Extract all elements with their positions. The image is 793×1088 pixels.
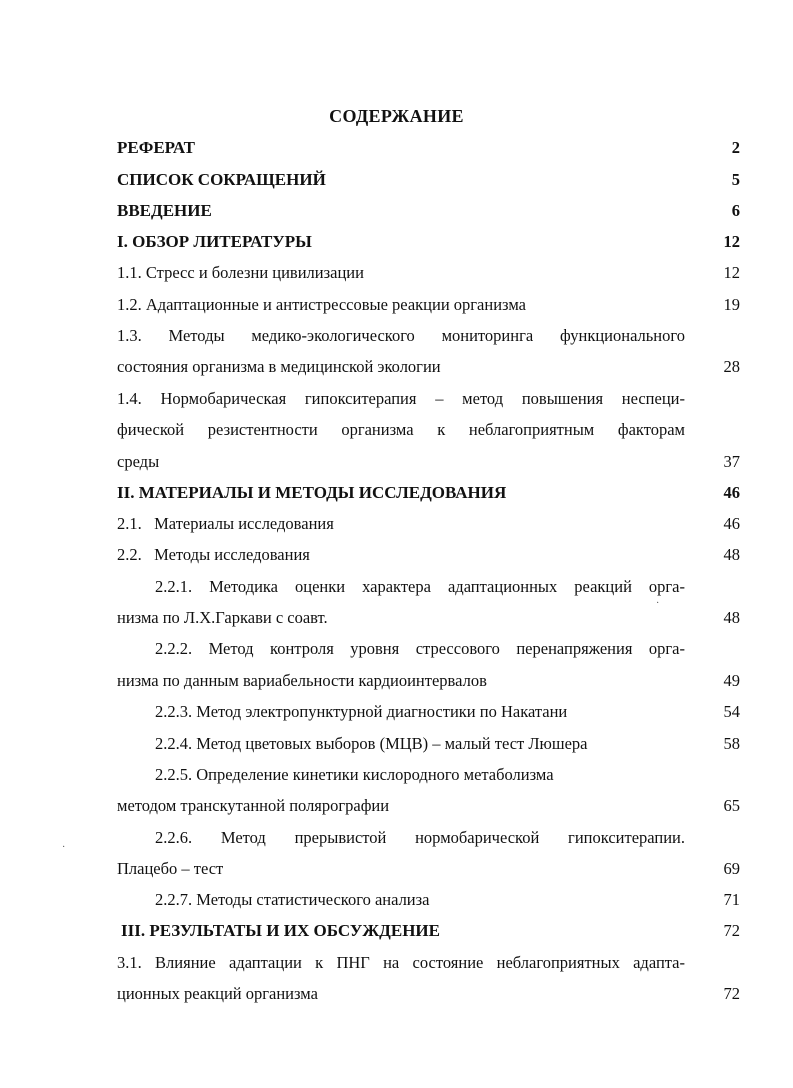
toc-entry-text: 2.2.7. Методы статистического анализа (155, 890, 430, 909)
toc-entry-text: III. РЕЗУЛЬТАТЫ И ИХ ОБСУЖДЕНИЕ (121, 921, 440, 940)
toc-entry-2-2-2 (117, 637, 740, 661)
toc-entry-1-4 (117, 387, 740, 411)
toc-entry-2-1 (117, 512, 740, 536)
toc-entry-1-3-cont (117, 355, 740, 379)
toc-entry-text: ВВЕДЕНИЕ (117, 201, 212, 220)
toc-entry-text: низма по Л.Х.Гаркави с соавт. (117, 608, 328, 627)
toc-entry-page: 69 (723, 859, 740, 878)
toc-entry-2-2 (117, 543, 740, 567)
toc-entry-page: 2 (731, 138, 740, 157)
toc-entry-3-1-cont (117, 982, 740, 1006)
toc-entry-page: 65 (723, 796, 740, 815)
toc-entry-1-4-cont (117, 418, 740, 442)
toc-entry-text: 1.4. Нормобарическая гипокситерапия – метод повышения неспеци- (117, 389, 685, 408)
toc-entry-text: 2.2.1. Методика оценки характера адаптационных реакций орга- (155, 577, 685, 596)
toc-entry-text: состояния организма в медицинской экологии (117, 357, 441, 376)
toc-entry-text: фической резистентности организма к неблагоприятным факторам (117, 420, 685, 439)
toc-entry-page: 12 (723, 263, 740, 282)
toc-entry-abstract (117, 136, 740, 160)
toc-entry-page: 28 (723, 357, 740, 376)
toc-entry-page: 72 (723, 921, 740, 940)
toc-entry-page: 48 (723, 608, 740, 627)
toc-entry-text: 3.1. Влияние адаптации к ПНГ на состояние неблагоприятных адапта- (117, 953, 685, 972)
toc-entry-1-1 (117, 261, 740, 285)
toc-entry-2-2-6 (117, 826, 740, 850)
toc-entry-text: методом транскутанной полярографии (117, 796, 390, 815)
toc-entry-text: 1.2. Адаптационные и антистрессовые реакции организма (117, 295, 526, 314)
toc-entry-page: 72 (723, 984, 740, 1003)
toc-entry-2-2-6-cont (117, 857, 740, 881)
toc-entry-1-4-end (117, 450, 740, 474)
toc-entry-abbreviations (117, 168, 740, 192)
toc-entry-page: 71 (723, 890, 740, 909)
toc-entry-2-2-3 (117, 700, 740, 724)
toc-entry-text: СПИСОК СОКРАЩЕНИЙ (117, 170, 326, 189)
toc-entry-2-2-5 (117, 763, 740, 787)
toc-entry-text: 2.2.5. Определение кинетики кислородного метаболизма (155, 765, 554, 784)
toc-entry-page: 5 (731, 170, 740, 189)
toc-entry-text: 2.2. Методы исследования (117, 545, 310, 564)
toc-entry-2-2-4 (117, 732, 740, 756)
scan-speck: · (656, 598, 660, 609)
toc-entry-2-2-1 (117, 575, 740, 599)
toc-entry-text: среды (117, 452, 160, 471)
toc-entry-page: 12 (723, 232, 740, 251)
toc-entry-2-2-7 (117, 888, 740, 912)
toc-entry-page: 58 (723, 734, 740, 753)
toc-entry-2-2-2-cont (117, 669, 740, 693)
toc-entry-page: 6 (731, 201, 740, 220)
page-title: СОДЕРЖАНИЕ (329, 106, 464, 126)
toc-entry-page: 46 (723, 514, 740, 533)
toc-entry-text: 2.2.6. Метод прерывистой нормобарической гипокситерапии. (155, 828, 685, 847)
toc-entry-text: ционных реакций организма (117, 984, 318, 1003)
toc-entry-text: 1.1. Стресс и болезни цивилизации (117, 263, 364, 282)
toc-entry-page: 46 (723, 483, 740, 502)
toc-entry-text: II. МАТЕРИАЛЫ И МЕТОДЫ ИССЛЕДОВАНИЯ (117, 483, 507, 502)
toc-entry-text: 1.3. Методы медико-экологического мониторинга функционального (117, 326, 685, 345)
toc-entry-text: 2.2.4. Метод цветовых выборов (МЦВ) – малый тест Люшера (155, 734, 588, 753)
toc-entry-text: Плацебо – тест (117, 859, 224, 878)
toc-entry-text: 2.2.3. Метод электропунктурной диагностики по Накатани (155, 702, 568, 721)
toc-entry-introduction (117, 199, 740, 223)
scan-speck: · (62, 842, 66, 853)
toc-entry-3-1 (117, 951, 740, 975)
toc-entry-text: 2.2.2. Метод контроля уровня стрессового перенапряжения орга- (155, 639, 685, 658)
toc-entry-text: РЕФЕРАТ (117, 138, 195, 157)
toc-entry-chapter-2 (117, 481, 740, 505)
toc-entry-page: 19 (723, 295, 740, 314)
toc-entry-page: 54 (723, 702, 740, 721)
toc-entry-chapter-1 (117, 230, 740, 254)
toc-entry-1-3 (117, 324, 740, 348)
toc-entry-text: низма по данным вариабельности кардиоинтервалов (117, 671, 487, 690)
toc-entry-2-2-1-cont (117, 606, 740, 630)
toc-entry-page: 49 (723, 671, 740, 690)
toc-entry-chapter-3 (117, 919, 740, 943)
toc-entry-page: 37 (723, 452, 740, 471)
toc-entry-1-2 (117, 293, 740, 317)
toc-entry-text: I. ОБЗОР ЛИТЕРАТУРЫ (117, 232, 312, 251)
toc-entry-text: 2.1. Материалы исследования (117, 514, 334, 533)
toc-entry-2-2-5-cont (117, 794, 740, 818)
toc-entry-page: 48 (723, 545, 740, 564)
